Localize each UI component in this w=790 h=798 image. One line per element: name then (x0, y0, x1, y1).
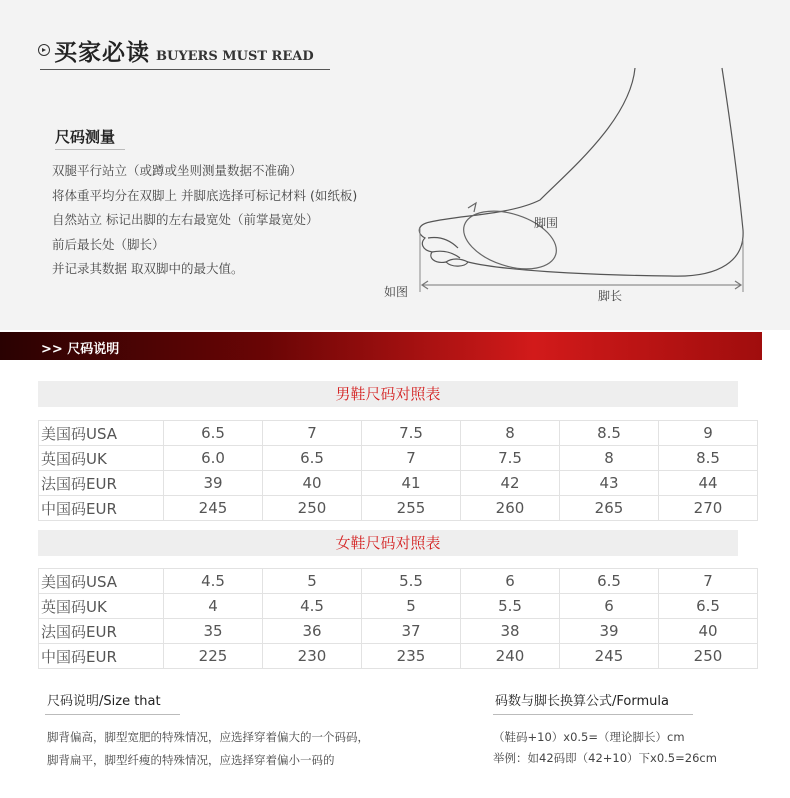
header-divider (40, 69, 330, 70)
size-cell: 42 (461, 471, 560, 496)
men-size-table (38, 420, 758, 521)
formula-title: 码数与脚长换算公式/Formula (495, 694, 669, 709)
size-cell: 39 (560, 619, 659, 644)
size-note-line: 脚背偏高，脚型宽肥的特殊情况，应选择穿着偏大的一个码码， (47, 730, 369, 744)
table-row (39, 446, 758, 471)
size-cell: 5 (362, 594, 461, 619)
size-cell: 7 (362, 446, 461, 471)
size-cell: 40 (263, 471, 362, 496)
size-cell: 265 (560, 496, 659, 521)
size-cell: 6.5 (560, 569, 659, 594)
size-cell: 7.5 (362, 421, 461, 446)
buyers-title-cn: 买家必读 (54, 40, 150, 66)
size-cell: 6 (560, 594, 659, 619)
measure-instructions (52, 159, 357, 282)
size-cell: 8.5 (560, 421, 659, 446)
size-note-title: 尺码说明/Size that (47, 694, 161, 709)
table-row (39, 644, 758, 669)
size-cell: 41 (362, 471, 461, 496)
size-cell: 240 (461, 644, 560, 669)
toe-lines (428, 237, 468, 262)
measure-title-underline (55, 149, 125, 150)
table-row (39, 569, 758, 594)
measure-line: 将体重平均分在双脚上 并脚底选择可标记材料 (如纸板) (52, 187, 358, 203)
size-cell: 270 (659, 496, 758, 521)
size-cell: 235 (362, 644, 461, 669)
row-label: 英国码UK (39, 594, 164, 619)
formula-line: （鞋码+10）x0.5=（理论脚长）cm (493, 730, 685, 744)
table-row (39, 619, 758, 644)
size-cell: 37 (362, 619, 461, 644)
size-cell: 250 (263, 496, 362, 521)
size-cell: 6 (461, 569, 560, 594)
girth-arrow-icon (468, 203, 476, 212)
table-row (39, 496, 758, 521)
size-cell: 245 (560, 644, 659, 669)
row-label: 中国码EUR (39, 496, 164, 521)
size-cell: 39 (164, 471, 263, 496)
size-cell: 7.5 (461, 446, 560, 471)
size-cell: 6.0 (164, 446, 263, 471)
women-size-table (38, 568, 758, 669)
row-label: 中国码EUR (39, 644, 164, 669)
foot-outline (419, 68, 743, 276)
size-cell: 5.5 (362, 569, 461, 594)
table-row (39, 421, 758, 446)
size-cell: 4.5 (164, 569, 263, 594)
size-cell: 5 (263, 569, 362, 594)
girth-loop (456, 200, 563, 279)
size-cell: 260 (461, 496, 560, 521)
size-cell: 6.5 (659, 594, 758, 619)
buyers-must-read-header (38, 34, 314, 67)
figure-label: 如图 (384, 285, 409, 299)
size-cell: 36 (263, 619, 362, 644)
size-cell: 245 (164, 496, 263, 521)
buyers-title-en: BUYERS MUST READ (156, 49, 314, 64)
size-cell: 9 (659, 421, 758, 446)
size-cell: 43 (560, 471, 659, 496)
size-cell: 8.5 (659, 446, 758, 471)
size-note-line: 脚背扁平，脚型纤瘦的特殊情况，应选择穿着偏小一码的 (47, 753, 335, 767)
measure-line: 并记录其数据 取双脚中的最大值。 (52, 261, 244, 276)
row-label: 法国码EUR (39, 619, 164, 644)
foot-diagram (380, 60, 760, 310)
size-cell: 8 (461, 421, 560, 446)
size-explanation-banner (0, 332, 762, 360)
length-label: 脚长 (598, 289, 623, 303)
size-cell: 6.5 (164, 421, 263, 446)
measure-line: 自然站立 标记出脚的左右最宽处（前掌最宽处） (52, 212, 319, 227)
size-cell: 225 (164, 644, 263, 669)
row-label: 英国码UK (39, 446, 164, 471)
size-cell: 7 (659, 569, 758, 594)
measure-title: 尺码测量 (55, 128, 116, 146)
size-cell: 6.5 (263, 446, 362, 471)
size-cell: 5.5 (461, 594, 560, 619)
measure-line: 前后最长处（脚长） (52, 236, 165, 252)
size-cell: 255 (362, 496, 461, 521)
size-note-underline (45, 714, 180, 715)
men-chart-title: 男鞋尺码对照表 (38, 381, 738, 407)
formula-underline (493, 714, 693, 715)
size-cell: 35 (164, 619, 263, 644)
size-cell: 8 (560, 446, 659, 471)
size-cell: 7 (263, 421, 362, 446)
play-circle-icon (38, 44, 50, 56)
size-cell: 38 (461, 619, 560, 644)
row-label: 美国码USA (39, 421, 164, 446)
girth-label: 脚围 (534, 216, 559, 230)
row-label: 美国码USA (39, 569, 164, 594)
size-cell: 230 (263, 644, 362, 669)
formula-line: 举例：如42码即（42+10）下x0.5=26cm (493, 751, 717, 765)
women-chart-title: 女鞋尺码对照表 (38, 530, 738, 556)
size-cell: 4 (164, 594, 263, 619)
size-cell: 44 (659, 471, 758, 496)
size-cell: 40 (659, 619, 758, 644)
measure-line: 双腿平行站立（或蹲或坐则测量数据不准确） (52, 163, 303, 178)
row-label: 法国码EUR (39, 471, 164, 496)
size-cell: 250 (659, 644, 758, 669)
banner-label: >> 尺码说明 (41, 342, 120, 357)
table-row (39, 594, 758, 619)
size-cell: 4.5 (263, 594, 362, 619)
table-row (39, 471, 758, 496)
